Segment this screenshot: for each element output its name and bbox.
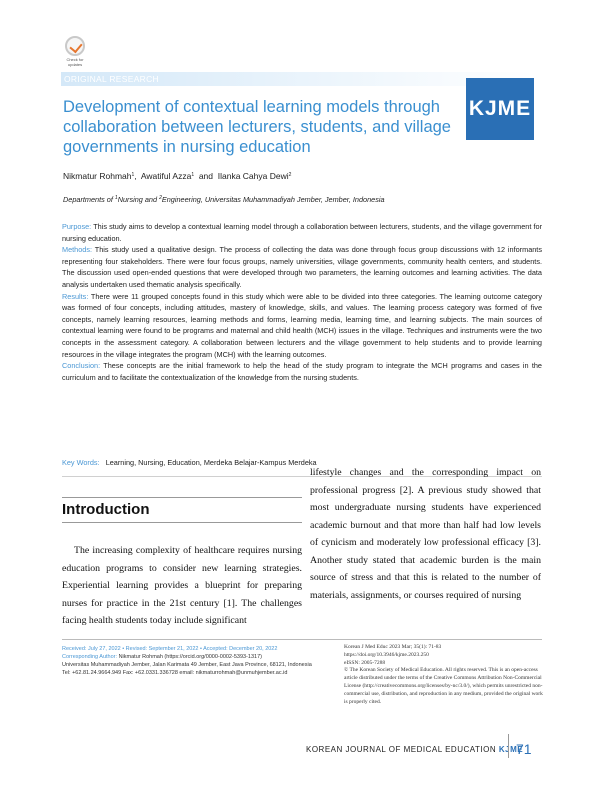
license-text: © The Korean Society of Medical Education. All rights reserved. This is an open-access article distributed under the terms of the Creative Commons Attribution Non-Commercial License (http://creativecommons.org/licenses/by-nc/3.0/), which permits unrestricted non-commercial use, distribution, and reproduction in any medium, provided the original work is properly cited. — [344, 667, 543, 705]
body-paragraph: The increasing complexity of healthcare requires nursing education programs to consider new learning strategies. Experiential learning provides a blueprint for preparing nurses for practice in the 21st century [1]. The challenges facing health students today include significant — [62, 545, 302, 626]
affil-sup: 2 — [159, 195, 162, 201]
article-title: Development of contextual learning models through collaboration between lecturers, students, and village governments in nursing education — [63, 98, 451, 156]
author-affil-sup: 1 — [131, 172, 135, 178]
check-for-updates-badge[interactable] — [61, 36, 89, 66]
corresponding-author — [62, 653, 337, 661]
corr-contact: Tel: +62.81.24.9664.949 Fax: +62.0331.336728 email: nikmaturrohmah@unmuhjember.ac.id — [62, 670, 288, 676]
checkmark-icon — [65, 36, 85, 56]
badge-text: Check for updates — [66, 57, 84, 67]
affiliation — [63, 195, 385, 204]
affil-mid: Nursing and — [117, 195, 160, 204]
journal-name: KOREAN JOURNAL OF MEDICAL EDUCATION — [306, 745, 497, 754]
abstract — [62, 221, 542, 383]
conclusion-text: These concepts are the initial framework to help the head of the study program to integrate the MCH programs and cases in the curriculum and to facilitate the contextualization of the knowledge from the nursing students. — [62, 361, 542, 382]
keywords-label: Key Words: — [62, 458, 100, 467]
corr-label: Corresponding Author: — [62, 654, 118, 660]
citation: Korean J Med Educ 2023 Mar; 35(1): 71-83 — [344, 644, 442, 650]
methods-label: Methods: — [62, 245, 93, 255]
author-name: Nikmatur Rohmah — [63, 171, 132, 181]
body-paragraph: lifestyle changes and the corresponding impact on professional progress [2]. A previous study showed that most undergraduate nursing students have experienced academic burnout and that more than half had low levels of cynicism and moderately low professional efficacy [3]. Another study stated that academic burden is the main source of stress and that this is related to the number of materials, assignments, or courses required of nursing — [310, 467, 541, 601]
author-affil-sup: 1 — [191, 172, 195, 178]
journal-logo: KJME — [466, 78, 534, 140]
section-banner — [61, 72, 533, 86]
section-label: ORIGINAL RESEARCH — [64, 74, 159, 84]
abstract-results — [62, 291, 542, 361]
affil-rest: Engineering, Universitas Muhammadiyah Jember, Jember, Indonesia — [161, 195, 385, 204]
abstract-methods — [62, 244, 542, 290]
page-number: 71 — [516, 741, 532, 757]
left-column — [62, 497, 302, 630]
journal-abbr: KJME — [498, 745, 524, 754]
footer-separator — [508, 734, 509, 758]
eissn: eISSN: 2005-7288 — [344, 659, 386, 666]
article-info — [62, 645, 337, 677]
author-list: Nikmatur Rohmah$^1$, Awatiful Azza$^1$ and Ilanka Cahya Dewi$^2$ — [63, 171, 292, 181]
author-name: Awatiful Azza — [140, 171, 192, 181]
section-heading: Introduction — [62, 497, 302, 523]
abstract-conclusion — [62, 360, 542, 383]
author-name: Ilanka Cahya Dewi — [217, 171, 289, 181]
corr-name: Nikmatur Rohmah (https://orcid.org/0000-0002-5393-1317) — [118, 654, 262, 660]
citation-info — [344, 644, 544, 706]
methods-text: This study used a qualitative design. The process of collecting the data was done through focus group discussions with 12 informants representing four stakeholders. There were four focus groups, namely universities, village governments, community health centers, and students. The discussion used open-ended questions that were developed through two parameters, the learning outcomes and learning activities. The data analysis undertaken used thematic analysis specifically. — [62, 245, 542, 289]
affil-sup: 1 — [114, 195, 118, 201]
keywords-text: Learning, Nursing, Education, Merdeka Belajar-Kampus Merdeka — [105, 458, 317, 467]
footer-divider — [62, 639, 542, 640]
purpose-text: This study aims to develop a contextual learning model through a collaboration between lecturers, students, and the village government for nursing education. — [62, 222, 542, 243]
article-dates: Received: July 27, 2022 • Revised: September 21, 2022 • Accepted: December 20, 2022 — [62, 646, 278, 652]
keywords — [62, 458, 317, 467]
results-label: Results: — [62, 291, 89, 301]
doi-link[interactable]: https://doi.org/10.3946/kjme.2023.250 — [344, 651, 429, 658]
results-text: There were 11 grouped concepts found in this study which were able to be divided into three categories. The learning outcome category was formed of four concepts, including attitudes, mastery of knowledge, skills, and values. The learning process category was formed of five concepts, namely learning resources, learning methods and forms, learning media, learning time, and learning subjects. The main sources of contextual learning were found to be programs and maternal and child health (MCH) issues in the village. Techniques and instruments were the two concepts in the assessment category. A collaboration between lecturers and the village government to help students and to provide learning resources in the village integrates the program (MCH) with the learning outcomes. — [62, 291, 542, 359]
running-footer — [306, 745, 523, 754]
purpose-label: Purpose: — [62, 222, 92, 231]
corr-address: Universitas Muhammadiyah Jember, Jalan Karimata 49 Jember, East Java Province, 68121, Indonesia — [62, 662, 312, 668]
author-affil-sup: 2 — [288, 172, 292, 178]
abstract-purpose — [62, 221, 542, 244]
affil-prefix: Departments of — [63, 195, 115, 204]
right-column — [310, 464, 541, 604]
conclusion-label: Conclusion: — [62, 361, 101, 371]
